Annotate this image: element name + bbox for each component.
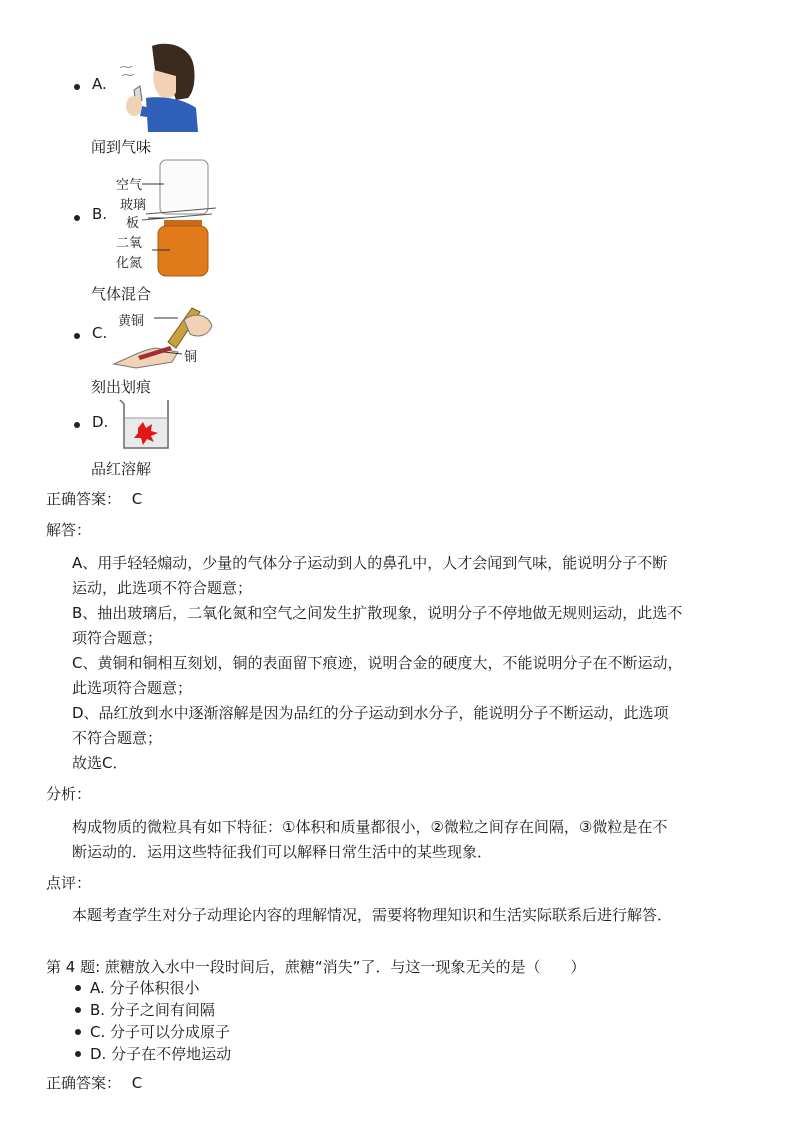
explain-line: 不符合题意； (72, 729, 163, 747)
explain-line: 项符合题意； (72, 629, 163, 647)
q4-option: B. 分子之间有间隔 (90, 1001, 215, 1019)
answer-label: 正确答案： (46, 1074, 122, 1092)
explain-line: 运动，此选项不符合题意； (72, 579, 253, 597)
analysis-line: 断运动的．运用这些特征我们可以解释日常生活中的某些现象． (72, 843, 493, 861)
q4-option: C. 分子可以分成原子 (90, 1023, 231, 1041)
correct-answer (46, 488, 142, 509)
explain-line: D、品红放到水中逐渐溶解是因为品红的分子运动到水分子，能说明分子不断运动，此选项 (72, 704, 669, 722)
option-caption: 品红溶解 (91, 460, 152, 478)
explain-line: C、黄铜和铜相互刻划，铜的表面留下痕迹，说明合金的硬度大，不能说明分子在不断运动， (72, 654, 683, 672)
option-caption: 闻到气味 (91, 138, 152, 156)
bullet (75, 1029, 81, 1035)
option-caption: 刻出划痕 (91, 378, 152, 396)
q4-correct-answer (46, 1072, 142, 1093)
comment-label: 点评： (46, 874, 92, 892)
label-glass: 玻璃 (120, 198, 147, 213)
bullet (74, 422, 80, 428)
bullet (75, 985, 81, 991)
answer-value: C (131, 490, 143, 508)
label-plate: 板 (126, 216, 140, 231)
answer-label: 正确答案： (46, 490, 122, 508)
option-letter: C. (92, 324, 108, 342)
option-caption: 气体混合 (91, 285, 152, 303)
option-letter: B. (92, 205, 108, 223)
analysis-line: 构成物质的微粒具有如下特征：①体积和质量都很小，②微粒之间存在间隔，③微粒是在不 (72, 818, 668, 836)
q4-option: D. 分子在不停地运动 (90, 1045, 232, 1063)
explain-label: 解答： (46, 521, 92, 539)
bullet (75, 1051, 81, 1057)
analysis-label: 分析： (46, 785, 92, 803)
smell-figure-icon (112, 40, 202, 132)
label-copper: 铜 (184, 350, 198, 365)
explain-line: A、用手轻轻煽动，少量的气体分子运动到人的鼻孔中，人才会闻到气味，能说明分子不断 (72, 554, 668, 572)
option-letter: D. (92, 413, 109, 431)
bullet (74, 333, 80, 339)
bullet (74, 84, 80, 90)
bullet (74, 215, 80, 221)
label-no2-b: 化氮 (116, 256, 143, 271)
answer-value: C (131, 1074, 143, 1092)
q4-option: A. 分子体积很小 (90, 979, 200, 997)
label-no2-a: 二氧 (116, 236, 143, 251)
bullet (75, 1007, 81, 1013)
beaker-figure-icon (116, 398, 176, 454)
explain-line: 故选C． (72, 754, 128, 772)
explain-line: 此选项符合题意； (72, 679, 193, 697)
label-air: 空气 (116, 178, 143, 193)
comment-text: 本题考查学生对分子动理论内容的理解情况，需要将物理知识和生活实际联系后进行解答． (72, 906, 673, 924)
label-brass: 黄铜 (118, 314, 145, 329)
option-letter: A. (92, 75, 107, 93)
question-4-title: 第 4 题: 蔗糖放入水中一段时间后，蔗糖“消失”了．与这一现象无关的是（ ） (46, 958, 586, 976)
explain-line: B、抽出玻璃后，二氧化氮和空气之间发生扩散现象，说明分子不停地做无规则运动，此选不 (72, 604, 683, 622)
